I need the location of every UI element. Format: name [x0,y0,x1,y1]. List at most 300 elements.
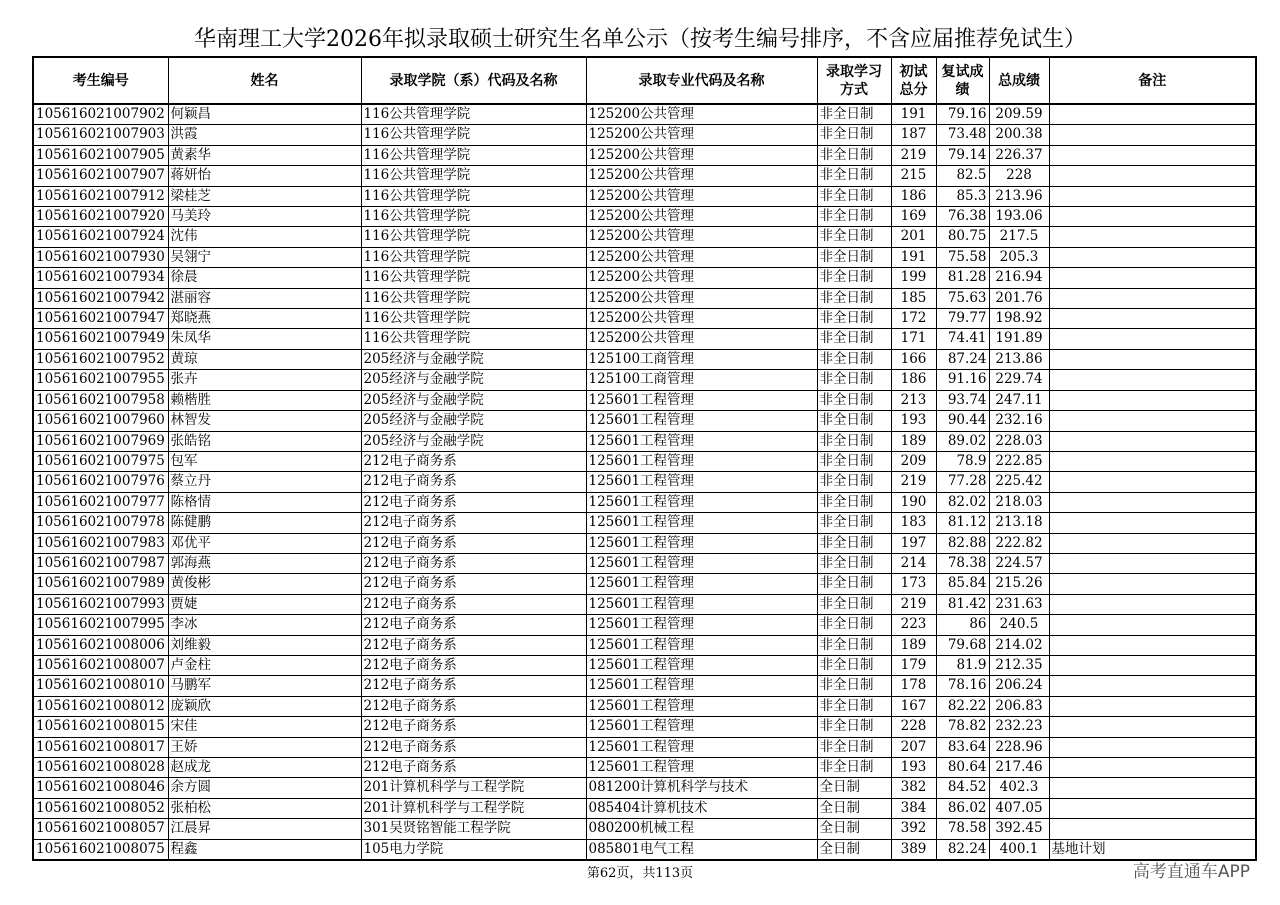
cell-name: 包军 [168,451,361,471]
cell-college: 116公共管理学院 [361,288,586,308]
cell-note [1049,594,1256,614]
cell-name: 郑晓燕 [168,309,361,329]
cell-initial-score: 189 [891,431,936,451]
cell-note [1049,472,1256,492]
cell-id: 105616021007975 [33,451,168,471]
cell-total-score: 229.74 [989,370,1049,390]
cell-id: 105616021007912 [33,186,168,206]
cell-name: 黄俊彬 [168,574,361,594]
header-note: 备注 [1049,57,1256,104]
cell-college: 105电力学院 [361,839,586,860]
table-row [33,247,1256,267]
cell-note [1049,247,1256,267]
cell-retest-score: 84.52 [936,778,989,798]
cell-major: 080200机械工程 [586,819,817,839]
table-row [33,145,1256,165]
cell-major: 125200公共管理 [586,288,817,308]
cell-name: 洪霞 [168,125,361,145]
cell-major: 125601工程管理 [586,492,817,512]
table-row [33,737,1256,757]
cell-id: 105616021008007 [33,655,168,675]
cell-id: 105616021007952 [33,349,168,369]
cell-note [1049,533,1256,553]
cell-major: 125601工程管理 [586,451,817,471]
cell-college: 212电子商务系 [361,655,586,675]
cell-id: 105616021007958 [33,390,168,410]
cell-total-score: 218.03 [989,492,1049,512]
cell-initial-score: 389 [891,839,936,860]
cell-total-score: 226.37 [989,145,1049,165]
cell-id: 105616021007930 [33,247,168,267]
cell-major: 125601工程管理 [586,737,817,757]
cell-college: 212电子商务系 [361,492,586,512]
cell-mode: 非全日制 [817,431,891,451]
table-row [33,451,1256,471]
table-row [33,615,1256,635]
cell-mode: 非全日制 [817,390,891,410]
cell-note [1049,104,1256,125]
cell-initial-score: 214 [891,553,936,573]
cell-initial-score: 197 [891,533,936,553]
cell-major: 125601工程管理 [586,390,817,410]
cell-retest-score: 87.24 [936,349,989,369]
cell-college: 212电子商务系 [361,615,586,635]
cell-initial-score: 228 [891,717,936,737]
cell-major: 085801电气工程 [586,839,817,860]
cell-college: 212电子商务系 [361,594,586,614]
cell-college: 116公共管理学院 [361,227,586,247]
cell-college: 212电子商务系 [361,553,586,573]
cell-retest-score: 81.42 [936,594,989,614]
cell-note [1049,758,1256,778]
cell-initial-score: 179 [891,655,936,675]
cell-mode: 全日制 [817,778,891,798]
cell-id: 105616021007978 [33,513,168,533]
cell-retest-score: 79.77 [936,309,989,329]
cell-major: 125601工程管理 [586,574,817,594]
cell-note [1049,696,1256,716]
table-row [33,227,1256,247]
cell-name: 陈健鹏 [168,513,361,533]
cell-mode: 非全日制 [817,594,891,614]
cell-total-score: 231.63 [989,594,1049,614]
cell-major: 125601工程管理 [586,696,817,716]
cell-major: 125100工商管理 [586,349,817,369]
table-row [33,717,1256,737]
cell-mode: 非全日制 [817,717,891,737]
cell-mode: 非全日制 [817,309,891,329]
table-row [33,472,1256,492]
cell-note [1049,513,1256,533]
table-row [33,492,1256,512]
cell-total-score: 193.06 [989,207,1049,227]
table-row [33,104,1256,125]
cell-initial-score: 213 [891,390,936,410]
cell-mode: 非全日制 [817,125,891,145]
cell-mode: 非全日制 [817,166,891,186]
cell-college: 201计算机科学与工程学院 [361,798,586,818]
cell-name: 邓优平 [168,533,361,553]
cell-college: 116公共管理学院 [361,145,586,165]
table-body [33,104,1256,860]
cell-initial-score: 167 [891,696,936,716]
cell-retest-score: 82.88 [936,533,989,553]
cell-id: 105616021008052 [33,798,168,818]
cell-total-score: 217.5 [989,227,1049,247]
cell-major: 125601工程管理 [586,472,817,492]
cell-note [1049,451,1256,471]
cell-initial-score: 186 [891,370,936,390]
table-row [33,411,1256,431]
cell-major: 125200公共管理 [586,104,817,125]
table-row [33,758,1256,778]
cell-id: 105616021007969 [33,431,168,451]
cell-major: 125200公共管理 [586,329,817,349]
cell-id: 105616021007942 [33,288,168,308]
table-row [33,655,1256,675]
cell-total-score: 206.24 [989,676,1049,696]
cell-note [1049,370,1256,390]
table-row [33,186,1256,206]
cell-id: 105616021008057 [33,819,168,839]
cell-total-score: 222.82 [989,533,1049,553]
cell-retest-score: 78.16 [936,676,989,696]
cell-retest-score: 78.38 [936,553,989,573]
cell-name: 赖楷胜 [168,390,361,410]
cell-total-score: 228.96 [989,737,1049,757]
cell-name: 赵成龙 [168,758,361,778]
table-row [33,431,1256,451]
cell-initial-score: 190 [891,492,936,512]
cell-retest-score: 86.02 [936,798,989,818]
cell-id: 105616021007924 [33,227,168,247]
cell-name: 徐晨 [168,268,361,288]
table-row [33,594,1256,614]
cell-mode: 非全日制 [817,553,891,573]
cell-major: 125601工程管理 [586,411,817,431]
cell-initial-score: 185 [891,288,936,308]
table-row [33,574,1256,594]
cell-initial-score: 172 [891,309,936,329]
cell-name: 李冰 [168,615,361,635]
cell-college: 212电子商务系 [361,717,586,737]
cell-retest-score: 74.41 [936,329,989,349]
cell-mode: 非全日制 [817,227,891,247]
cell-retest-score: 78.82 [936,717,989,737]
cell-total-score: 228.03 [989,431,1049,451]
cell-id: 105616021007934 [33,268,168,288]
cell-initial-score: 193 [891,411,936,431]
cell-college: 212电子商务系 [361,574,586,594]
cell-name: 黄琼 [168,349,361,369]
cell-retest-score: 79.14 [936,145,989,165]
cell-mode: 全日制 [817,819,891,839]
cell-total-score: 205.3 [989,247,1049,267]
header-college: 录取学院（系）代码及名称 [361,57,586,104]
cell-name: 张皓铭 [168,431,361,451]
cell-retest-score: 78.9 [936,451,989,471]
cell-retest-score: 75.63 [936,288,989,308]
cell-name: 刘维毅 [168,635,361,655]
cell-total-score: 224.57 [989,553,1049,573]
cell-name: 王娇 [168,737,361,757]
cell-mode: 非全日制 [817,370,891,390]
table-row [33,533,1256,553]
cell-initial-score: 186 [891,186,936,206]
cell-id: 105616021008017 [33,737,168,757]
cell-note [1049,655,1256,675]
header-mode: 录取学习方式 [817,57,891,104]
cell-note [1049,819,1256,839]
cell-total-score: 222.85 [989,451,1049,471]
cell-name: 张柏松 [168,798,361,818]
cell-total-score: 191.89 [989,329,1049,349]
cell-initial-score: 173 [891,574,936,594]
cell-note [1049,166,1256,186]
cell-major: 125601工程管理 [586,513,817,533]
cell-total-score: 407.05 [989,798,1049,818]
cell-name: 余方圆 [168,778,361,798]
cell-major: 125200公共管理 [586,186,817,206]
cell-major: 125601工程管理 [586,758,817,778]
cell-college: 212电子商务系 [361,676,586,696]
cell-college: 212电子商务系 [361,737,586,757]
cell-mode: 非全日制 [817,411,891,431]
cell-major: 125601工程管理 [586,594,817,614]
cell-initial-score: 223 [891,615,936,635]
cell-note [1049,145,1256,165]
cell-college: 205经济与金融学院 [361,349,586,369]
cell-college: 212电子商务系 [361,451,586,471]
cell-mode: 非全日制 [817,268,891,288]
cell-initial-score: 382 [891,778,936,798]
cell-retest-score: 76.38 [936,207,989,227]
cell-id: 105616021007989 [33,574,168,594]
cell-retest-score: 82.5 [936,166,989,186]
cell-mode: 非全日制 [817,247,891,267]
cell-total-score: 232.16 [989,411,1049,431]
cell-initial-score: 219 [891,594,936,614]
cell-retest-score: 78.58 [936,819,989,839]
cell-college: 116公共管理学院 [361,268,586,288]
cell-note [1049,125,1256,145]
cell-id: 105616021007947 [33,309,168,329]
cell-major: 125200公共管理 [586,207,817,227]
cell-name: 何颖昌 [168,104,361,125]
cell-id: 105616021008012 [33,696,168,716]
cell-id: 105616021008046 [33,778,168,798]
cell-id: 105616021007920 [33,207,168,227]
cell-total-score: 200.38 [989,125,1049,145]
table-row [33,553,1256,573]
cell-name: 庞颖欣 [168,696,361,716]
cell-total-score: 216.94 [989,268,1049,288]
table-row [33,819,1256,839]
cell-name: 林智发 [168,411,361,431]
cell-note [1049,615,1256,635]
admission-table [32,56,1257,861]
table-row [33,309,1256,329]
cell-retest-score: 90.44 [936,411,989,431]
cell-id: 105616021007949 [33,329,168,349]
cell-total-score: 400.1 [989,839,1049,860]
cell-initial-score: 384 [891,798,936,818]
cell-total-score: 198.92 [989,309,1049,329]
cell-college: 116公共管理学院 [361,186,586,206]
cell-retest-score: 91.16 [936,370,989,390]
cell-retest-score: 77.28 [936,472,989,492]
table-row [33,676,1256,696]
cell-id: 105616021008010 [33,676,168,696]
cell-mode: 非全日制 [817,676,891,696]
cell-retest-score: 75.58 [936,247,989,267]
cell-total-score: 213.96 [989,186,1049,206]
cell-note [1049,411,1256,431]
cell-retest-score: 80.75 [936,227,989,247]
cell-initial-score: 215 [891,166,936,186]
cell-id: 105616021007976 [33,472,168,492]
cell-mode: 非全日制 [817,288,891,308]
cell-name: 卢金柱 [168,655,361,675]
cell-initial-score: 201 [891,227,936,247]
cell-name: 梁桂芝 [168,186,361,206]
cell-major: 125200公共管理 [586,125,817,145]
cell-initial-score: 189 [891,635,936,655]
cell-id: 105616021008075 [33,839,168,860]
cell-mode: 非全日制 [817,451,891,471]
cell-college: 212电子商务系 [361,758,586,778]
cell-retest-score: 82.02 [936,492,989,512]
cell-note [1049,186,1256,206]
cell-college: 212电子商务系 [361,696,586,716]
cell-note [1049,329,1256,349]
header-major: 录取专业代码及名称 [586,57,817,104]
cell-major: 125601工程管理 [586,676,817,696]
cell-name: 吴翎宁 [168,247,361,267]
cell-mode: 非全日制 [817,145,891,165]
cell-name: 朱凤华 [168,329,361,349]
header-name: 姓名 [168,57,361,104]
cell-college: 205经济与金融学院 [361,390,586,410]
cell-initial-score: 169 [891,207,936,227]
cell-initial-score: 207 [891,737,936,757]
cell-name: 陈格情 [168,492,361,512]
cell-major: 125200公共管理 [586,268,817,288]
cell-total-score: 217.46 [989,758,1049,778]
cell-college: 116公共管理学院 [361,247,586,267]
cell-note [1049,676,1256,696]
cell-id: 105616021007983 [33,533,168,553]
cell-id: 105616021007902 [33,104,168,125]
cell-initial-score: 187 [891,125,936,145]
cell-college: 205经济与金融学院 [361,370,586,390]
cell-total-score: 215.26 [989,574,1049,594]
cell-initial-score: 219 [891,472,936,492]
cell-retest-score: 81.28 [936,268,989,288]
cell-initial-score: 191 [891,104,936,125]
cell-mode: 非全日制 [817,758,891,778]
cell-retest-score: 82.22 [936,696,989,716]
cell-note [1049,390,1256,410]
cell-retest-score: 85.84 [936,574,989,594]
cell-name: 江晨昇 [168,819,361,839]
cell-mode: 非全日制 [817,207,891,227]
cell-retest-score: 86 [936,615,989,635]
cell-mode: 非全日制 [817,615,891,635]
cell-initial-score: 183 [891,513,936,533]
cell-retest-score: 79.68 [936,635,989,655]
cell-retest-score: 85.3 [936,186,989,206]
table-row [33,635,1256,655]
cell-id: 105616021007995 [33,615,168,635]
cell-retest-score: 73.48 [936,125,989,145]
cell-id: 105616021007905 [33,145,168,165]
table-row [33,696,1256,716]
cell-id: 105616021007960 [33,411,168,431]
cell-total-score: 209.59 [989,104,1049,125]
cell-college: 301吴贤铭智能工程学院 [361,819,586,839]
page-number: 第62页，共113页 [586,866,694,881]
cell-total-score: 232.23 [989,717,1049,737]
cell-note [1049,492,1256,512]
cell-name: 宋佳 [168,717,361,737]
table-row [33,166,1256,186]
cell-id: 105616021007907 [33,166,168,186]
cell-mode: 非全日制 [817,513,891,533]
cell-college: 212电子商务系 [361,472,586,492]
cell-major: 125601工程管理 [586,655,817,675]
cell-mode: 非全日制 [817,635,891,655]
table-row [33,125,1256,145]
cell-id: 105616021007987 [33,553,168,573]
header-retest-score: 复试成绩 [936,57,989,104]
cell-total-score: 201.76 [989,288,1049,308]
cell-retest-score: 89.02 [936,431,989,451]
cell-retest-score: 80.64 [936,758,989,778]
cell-retest-score: 83.64 [936,737,989,757]
cell-total-score: 225.42 [989,472,1049,492]
cell-college: 205经济与金融学院 [361,431,586,451]
cell-note [1049,635,1256,655]
cell-initial-score: 209 [891,451,936,471]
cell-name: 张卉 [168,370,361,390]
cell-mode: 非全日制 [817,349,891,369]
cell-initial-score: 191 [891,247,936,267]
cell-retest-score: 93.74 [936,390,989,410]
cell-initial-score: 219 [891,145,936,165]
cell-mode: 非全日制 [817,492,891,512]
cell-note [1049,717,1256,737]
cell-initial-score: 199 [891,268,936,288]
cell-mode: 全日制 [817,798,891,818]
cell-name: 郭海燕 [168,553,361,573]
cell-college: 116公共管理学院 [361,125,586,145]
table-row [33,268,1256,288]
cell-mode: 非全日制 [817,696,891,716]
cell-total-score: 392.45 [989,819,1049,839]
cell-name: 沈伟 [168,227,361,247]
cell-total-score: 402.3 [989,778,1049,798]
cell-name: 湛丽容 [168,288,361,308]
cell-major: 125200公共管理 [586,227,817,247]
cell-note [1049,798,1256,818]
cell-total-score: 247.11 [989,390,1049,410]
cell-note [1049,778,1256,798]
header-initial-score: 初试总分 [891,57,936,104]
cell-id: 105616021008028 [33,758,168,778]
cell-note [1049,227,1256,247]
document-title: 华南理工大学2026年拟录取硕士研究生名单公示（按考生编号排序，不含应届推荐免试生） [194,27,1086,52]
